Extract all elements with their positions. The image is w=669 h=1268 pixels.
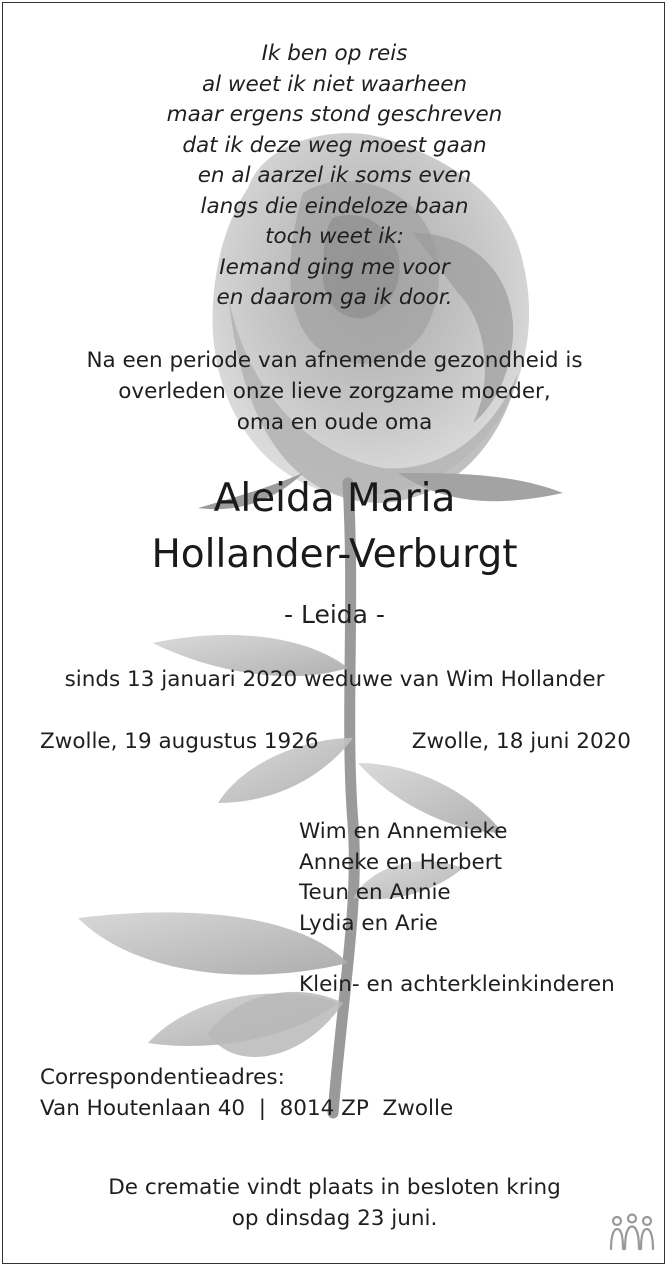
deceased-nickname: - Leida - (284, 600, 385, 629)
family-member: Anneke en Herbert (299, 849, 503, 875)
poem (3, 39, 665, 314)
poem-line: Iemand ging me voor (219, 254, 450, 280)
cremation-line: op dinsdag 23 juni. (231, 1205, 438, 1231)
correspondence-label: Correspondentieadres: (40, 1065, 285, 1090)
death-date: Zwolle, 18 juni 2020 (411, 729, 631, 754)
announcement-intro (3, 345, 665, 438)
widow-line: sinds 13 januari 2020 weduwe van Wim Hollander (64, 667, 605, 692)
poem-line: al weet ik niet waarheen (201, 71, 468, 97)
intro-line: Na een periode van afnemende gezondheid is (86, 348, 583, 373)
grandchildren-line: Klein- en achterkleinkinderen (299, 971, 615, 997)
intro-line: oma en oude oma (236, 410, 433, 435)
family-member: Teun en Annie (299, 880, 451, 905)
poem-line: dat ik deze weg moest gaan (182, 132, 487, 158)
family-member: Wim en Annemieke (299, 819, 508, 844)
intro-line: overleden onze lieve zorgzame moeder, (118, 379, 551, 404)
people-logo-icon (608, 1213, 656, 1251)
correspondence-address: Van Houtenlaan 40 | 8014 ZP Zwolle (40, 1095, 454, 1121)
poem-line: Ik ben op reis (261, 41, 408, 66)
deceased-surname: Hollander-Verburgt (151, 532, 518, 577)
birth-date: Zwolle, 19 augustus 1926 (40, 729, 319, 754)
poem-line: en daarom ga ik door. (216, 285, 453, 310)
obituary-card (2, 2, 665, 1264)
poem-line: toch weet ik: (265, 224, 404, 249)
cremation-notice (3, 1173, 665, 1234)
poem-line: langs die eindeloze baan (200, 193, 469, 219)
cremation-line: De crematie vindt plaats in besloten kring (108, 1175, 561, 1200)
poem-line: maar ergens stond geschreven (166, 102, 503, 127)
poem-line: en al aarzel ik soms even (197, 163, 472, 188)
deceased-first-names: Aleida Maria (213, 476, 456, 521)
correspondence-block (40, 1063, 453, 1124)
family-member: Lydia en Arie (299, 910, 438, 936)
family-list (299, 817, 615, 1000)
